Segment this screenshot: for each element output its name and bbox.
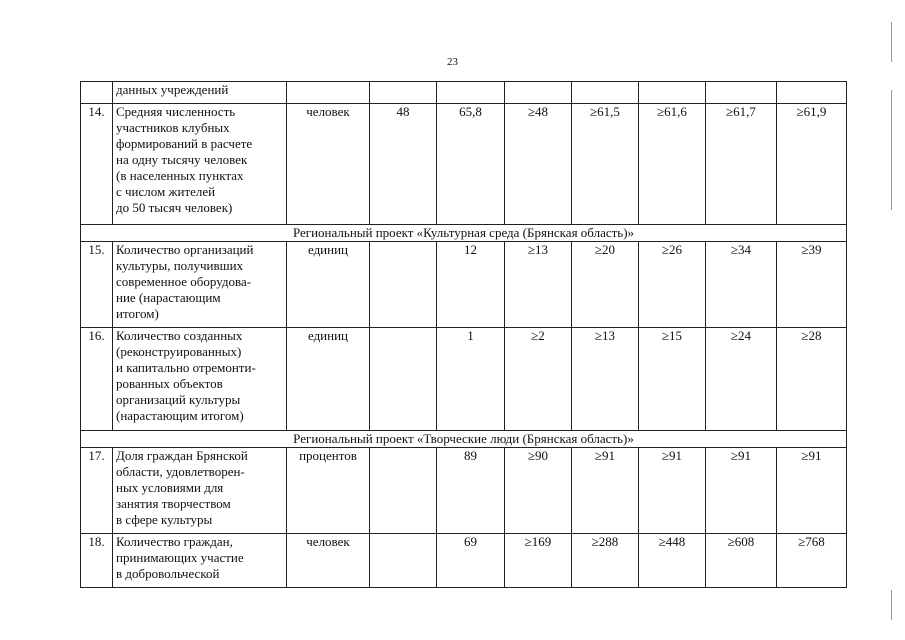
section-title: Региональный проект «Культурная среда (Брянская область)» bbox=[81, 225, 847, 242]
table-row-15 bbox=[81, 242, 847, 328]
indicator-name-line: рованных объектов bbox=[116, 376, 223, 391]
value-cell bbox=[437, 82, 505, 104]
indicator-name-cell bbox=[113, 242, 287, 328]
value-cell: ≥39 bbox=[777, 242, 847, 328]
value-cell bbox=[370, 82, 437, 104]
value-cell: ≥169 bbox=[505, 534, 572, 588]
row-number-cell: 17. bbox=[81, 448, 113, 534]
value-cell: ≥61,7 bbox=[706, 104, 777, 225]
value-cell: ≥61,5 bbox=[572, 104, 639, 225]
row-number-cell bbox=[81, 82, 113, 104]
value-cell: ≥13 bbox=[572, 328, 639, 431]
indicator-name-cell bbox=[113, 328, 287, 431]
value-cell: 89 bbox=[437, 448, 505, 534]
value-cell: ≥13 bbox=[505, 242, 572, 328]
value-cell: ≥61,6 bbox=[639, 104, 706, 225]
value-cell: ≥34 bbox=[706, 242, 777, 328]
value-cell bbox=[370, 448, 437, 534]
value-cell: ≥768 bbox=[777, 534, 847, 588]
indicators-table bbox=[80, 81, 847, 588]
indicator-name-line: принимающих участие bbox=[116, 550, 244, 565]
value-cell: 48 bbox=[370, 104, 437, 225]
unit-cell: единиц bbox=[287, 242, 370, 328]
indicator-name-line: в сфере культуры bbox=[116, 512, 213, 527]
value-cell bbox=[572, 82, 639, 104]
value-cell: ≥20 bbox=[572, 242, 639, 328]
indicator-name-line: формирований в расчете bbox=[116, 136, 253, 151]
value-cell bbox=[370, 328, 437, 431]
indicator-name-line: до 50 тысяч человек) bbox=[116, 200, 233, 215]
indicator-name-line: Количество созданных bbox=[116, 328, 243, 343]
unit-cell: человек bbox=[287, 534, 370, 588]
indicator-name-line: (реконструированных) bbox=[116, 344, 242, 359]
value-cell: ≥91 bbox=[706, 448, 777, 534]
indicator-name-line: занятия творчеством bbox=[116, 496, 231, 511]
value-cell: ≥608 bbox=[706, 534, 777, 588]
indicator-name-cell bbox=[113, 82, 287, 104]
value-cell: ≥28 bbox=[777, 328, 847, 431]
indicator-name-line: в добровольческой bbox=[116, 566, 220, 581]
value-cell: ≥90 bbox=[505, 448, 572, 534]
value-cell: ≥26 bbox=[639, 242, 706, 328]
indicator-name-line: с числом жителей bbox=[116, 184, 216, 199]
value-cell: ≥288 bbox=[572, 534, 639, 588]
table-row-16 bbox=[81, 328, 847, 431]
value-cell: ≥2 bbox=[505, 328, 572, 431]
unit-cell bbox=[287, 82, 370, 104]
indicator-name-line: Количество организаций bbox=[116, 242, 254, 257]
indicator-name-line: (нарастающим итогом) bbox=[116, 408, 244, 423]
indicator-name-line: Количество граждан, bbox=[116, 534, 233, 549]
table-row-17 bbox=[81, 448, 847, 534]
value-cell: ≥15 bbox=[639, 328, 706, 431]
table-row-14 bbox=[81, 104, 847, 225]
indicator-name-line: участников клубных bbox=[116, 120, 230, 135]
unit-cell: единиц bbox=[287, 328, 370, 431]
section-header-row bbox=[81, 225, 847, 242]
value-cell: ≥448 bbox=[639, 534, 706, 588]
value-cell: 1 bbox=[437, 328, 505, 431]
row-number-cell: 15. bbox=[81, 242, 113, 328]
indicator-name-line: (в населенных пунктах bbox=[116, 168, 244, 183]
table-row-continuation bbox=[81, 82, 847, 104]
value-cell bbox=[639, 82, 706, 104]
indicator-name-line: ных условиями для bbox=[116, 480, 224, 495]
value-cell: ≥24 bbox=[706, 328, 777, 431]
value-cell: 69 bbox=[437, 534, 505, 588]
value-cell: ≥91 bbox=[572, 448, 639, 534]
section-title: Региональный проект «Творческие люди (Брянская область)» bbox=[81, 431, 847, 448]
value-cell bbox=[370, 534, 437, 588]
row-number-cell: 14. bbox=[81, 104, 113, 225]
indicator-name-line: данных учреждений bbox=[116, 82, 229, 97]
row-number-cell: 16. bbox=[81, 328, 113, 431]
value-cell bbox=[777, 82, 847, 104]
unit-cell: человек bbox=[287, 104, 370, 225]
page-number: 23 bbox=[447, 56, 458, 68]
scan-edge-line-middle bbox=[891, 90, 892, 210]
indicator-name-line: области, удовлетворен- bbox=[116, 464, 245, 479]
value-cell: ≥91 bbox=[777, 448, 847, 534]
scan-edge-line-top bbox=[891, 22, 892, 62]
table-row-18 bbox=[81, 534, 847, 588]
value-cell bbox=[505, 82, 572, 104]
indicator-name-line: Доля граждан Брянской bbox=[116, 448, 248, 463]
indicator-name-line: организаций культуры bbox=[116, 392, 241, 407]
value-cell: ≥91 bbox=[639, 448, 706, 534]
indicator-name-cell bbox=[113, 104, 287, 225]
value-cell: 12 bbox=[437, 242, 505, 328]
indicator-name-line: ние (нарастающим bbox=[116, 290, 221, 305]
indicator-name-cell bbox=[113, 448, 287, 534]
indicator-name-line: современное оборудова- bbox=[116, 274, 252, 289]
value-cell: ≥61,9 bbox=[777, 104, 847, 225]
indicator-name-line: культуры, получивших bbox=[116, 258, 244, 273]
indicator-name-cell bbox=[113, 534, 287, 588]
value-cell: 65,8 bbox=[437, 104, 505, 225]
indicator-name-line: на одну тысячу человек bbox=[116, 152, 248, 167]
unit-cell: процентов bbox=[287, 448, 370, 534]
scan-edge-line-bottom bbox=[891, 590, 892, 620]
value-cell bbox=[370, 242, 437, 328]
value-cell: ≥48 bbox=[505, 104, 572, 225]
section-header-row bbox=[81, 431, 847, 448]
indicator-name-line: и капитально отремонти- bbox=[116, 360, 256, 375]
value-cell bbox=[706, 82, 777, 104]
indicator-name-line: Средняя численность bbox=[116, 104, 236, 119]
row-number-cell: 18. bbox=[81, 534, 113, 588]
indicator-name-line: итогом) bbox=[116, 306, 159, 321]
